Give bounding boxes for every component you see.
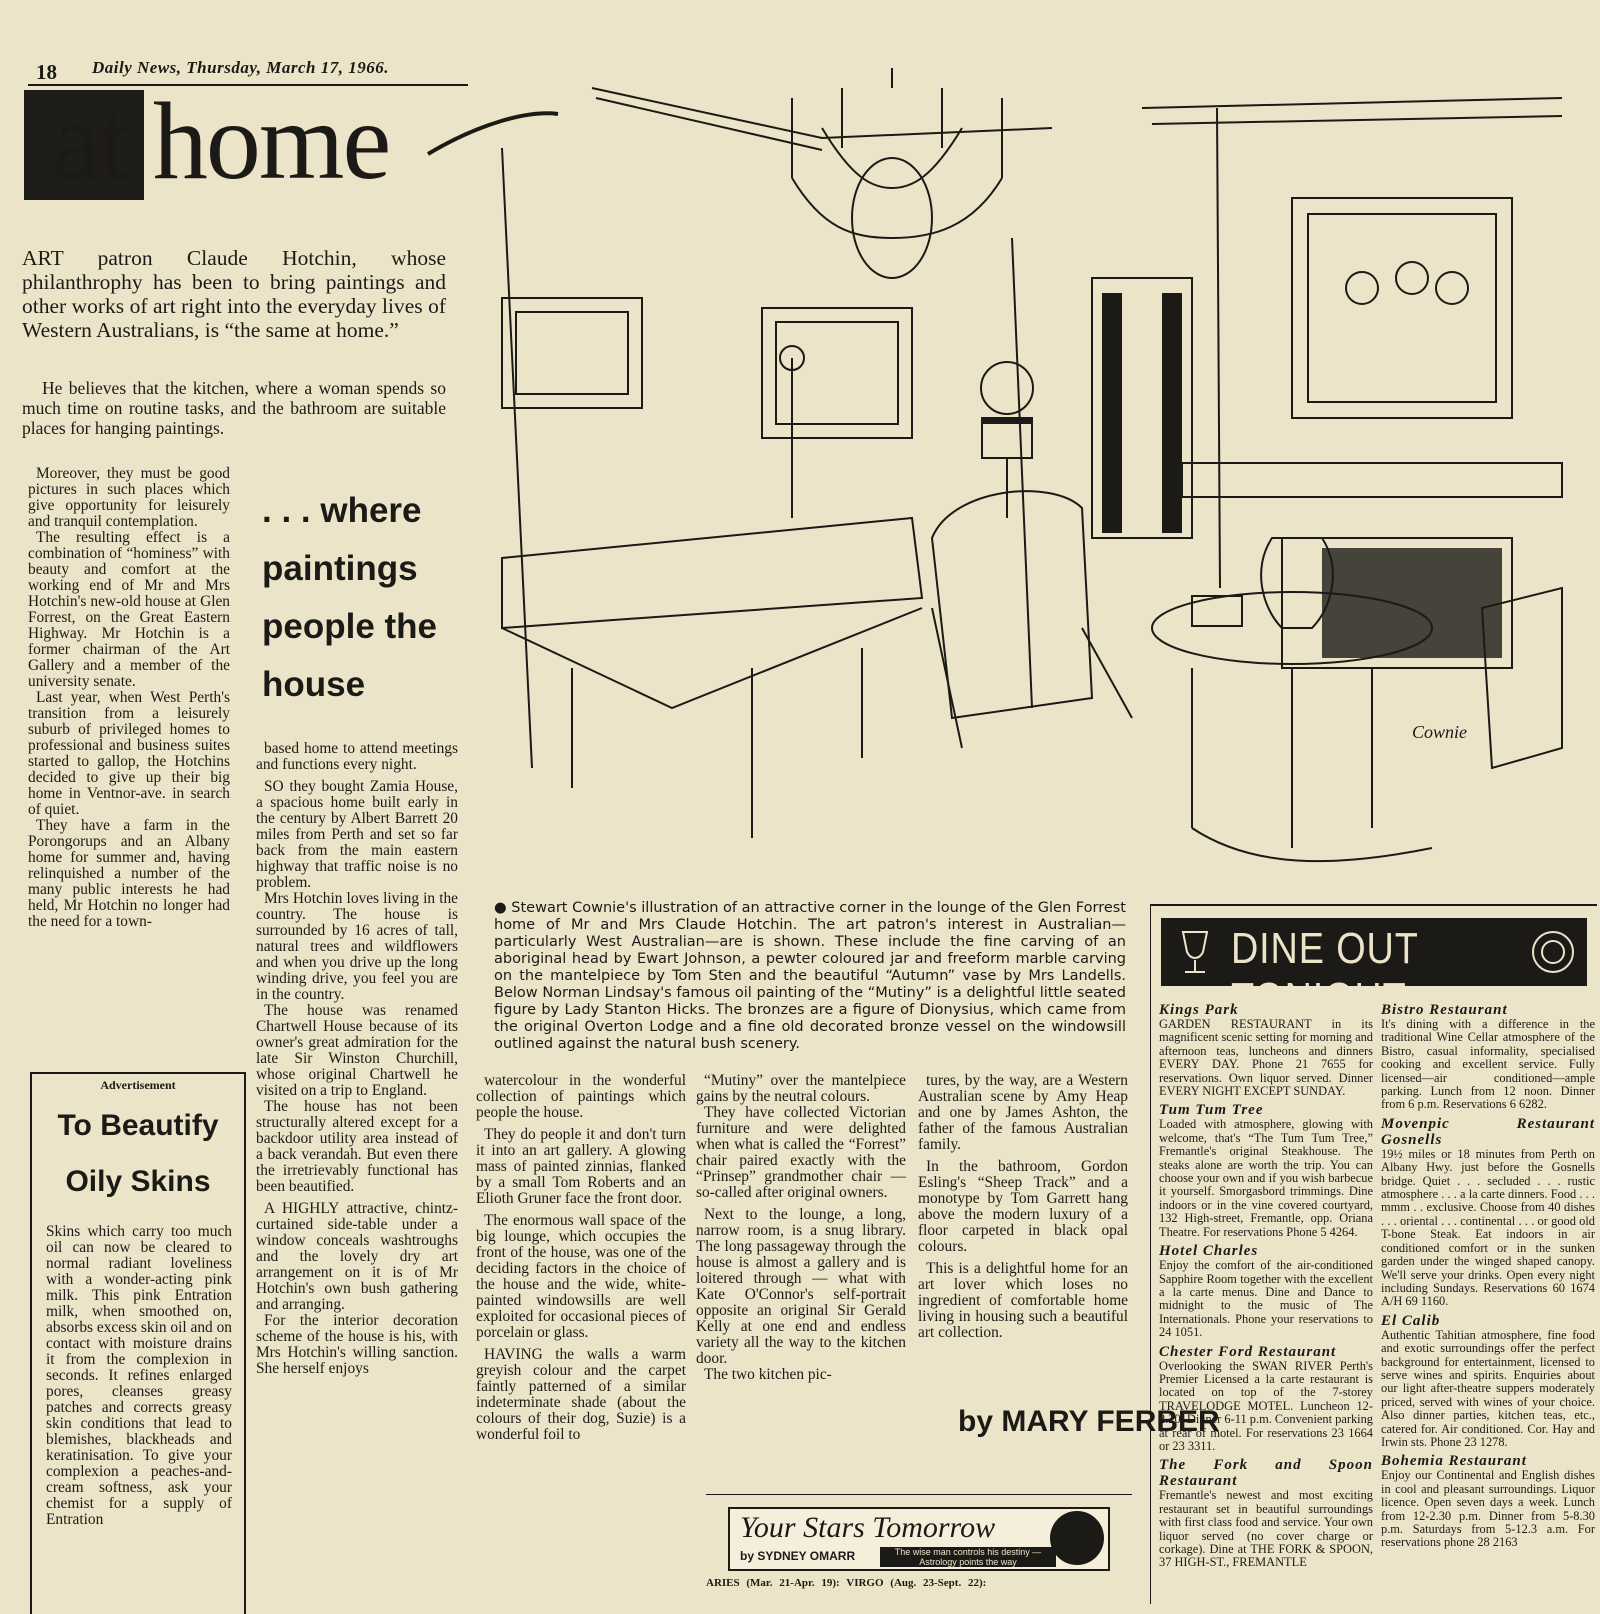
article-column-2 [256,741,458,1377]
paragraph: They do people it and don't turn it into an art gallery. A glowing mass of painted zinnias, flanked by a small Tom Roberts and an Elioth Gruner face the front door. [476,1126,686,1207]
dine-out-title: DINE OUT TONIGHT [1231,924,1418,1023]
restaurant-text: Overlooking the SWAN RIVER Perth's Premier Licensed a la carte restaurant is located on top of the 7-storey TRAVELODGE MOTEL. Luncheon 12-2.20. Dinner 6-11 p.m. Convenient parking at rear of motel. For reservations 23 1664 or 23 3311. [1159,1358,1373,1453]
article-column-1 [28,466,230,930]
article-column-3 [476,1073,686,1443]
restaurant-name: Bohemia Restaurant [1381,1453,1527,1470]
advertisement-body: Skins which carry too much oil can now be cleared to normal radiant loveliness with a wonder-acting pink milk. This pink Entration milk, when smoothed on, absorbs excess skin oil and on contact with moisture drains it from the complexion in seconds. It refines enlarged pores, cleanses greasy patches and corrects greasy skin conditions that lead to blemishes, blackheads and keratinisation. To give your complexion a peaches-and-cream softness, ask your chemist for a supply of Entration [46,1223,232,1528]
globe-icon [1050,1511,1104,1565]
restaurant-text: Loaded with atmosphere, glowing with welcome, that's “The Tum Tum Tree,” Fremantle's original Steakhouse. The steaks alone are worth the trip. You can choose your own and if you wish barbecue it yourself. Smorgasbord trimmings. Dine indoors or in the vine covered courtyard, 132 High-street, Fremantle, opp. Oriana Theatre. For reservations Phone 5 4264. [1159,1117,1373,1239]
restaurant-name: Kings Park [1159,1002,1239,1018]
horoscope-panel [706,1494,1132,1595]
paragraph: The house has not been structurally altered except for a backdoor utility area instead of a back verandah. But even there the irretrievably functional has been beautified. [256,1098,458,1195]
article-column-5 [918,1073,1128,1341]
paragraph: In the bathroom, Gordon Esling's “Sheep Track” and a monotype by Tom Garrett hang above the modern luxury of a floor carpeted in black opal colours. [918,1158,1128,1255]
restaurant-name: El Calib [1381,1312,1441,1329]
restaurant-text: Fremantle's newest and most exciting restaurant set in beautiful surroundings with first class food and service. Your own liquor served (no cover charge or corkage). Dine at THE FORK & SPOON, 37 HIGH-ST., FREMANTLE [1159,1488,1373,1570]
horoscope-author: by SYDNEY OMARR [740,1549,856,1563]
restaurant-text: Enjoy our Continental and English dishes in cool and pleasant surroundings. Liquor licence. Open seven days a week. Lunch from 12-2.30 p.m. Dinner from 5-8.30 p.m. Saturdays from 5-12.3 a.m. For reservations phone 28 2163 [1381,1468,1595,1550]
paragraph: tures, by the way, are a Western Australian scene by Amy Heap and one by James Ashton, the father of the famous Australian family. [918,1072,1128,1153]
paragraph: HAVING the walls a warm greyish colour and the carpet faintly patterned of a similar indeterminate shade (about the colours of their dog, Suzie) is a wonderful foil to [476,1346,686,1443]
paragraph: based home to attend meetings and functions every night. [256,740,458,773]
article-headline: . . . where paintings people the house [262,491,438,704]
paragraph: watercolour in the wonderful collection of paintings which people the house. [476,1072,686,1121]
paragraph: The two kitchen pic- [704,1366,832,1383]
restaurant-name: Tum Tum Tree [1159,1102,1264,1119]
paragraph: A HIGHLY attractive, chintz-curtained side-table under a window conceals washtroughs and the lovely dry art arrangement on it is of Mr Hotchin's own bush gathering and arranging. [256,1200,458,1313]
paragraph: The resulting effect is a combination of “hominess” with beauty and comfort at the working end of Mr and Mrs Hotchin's new-old house at Glen Forrest, on the Great Eastern Highway. Mr Hotchin is a former chairman of the Art Gallery and a member of the university senate. [28,529,230,690]
horoscope-tagline: The wise man controls his destiny — Astrology points the way [880,1547,1056,1567]
dateline: Daily News, Thursday, March 17, 1966. [92,58,389,77]
restaurant-text: It's dining with a difference in the traditional Wine Cellar atmosphere of the Bistro, casual informality, specialised cooking and excellent service. Fully licensed—air conditioned—ample parking. Lunch from 12 noon. Dinner from 6 p.m. Reservations 6 6282. [1381,1017,1595,1112]
dine-out-column-right [1381,998,1595,1550]
paragraph: Next to the lounge, a long, narrow room, is a snug library. The long passageway through the house is almost a gallery and is loitered through — what with Kate O'Connor's self-portrait opposite an original Sir Gerald Kelly at one end and endless variety all the way to the kitchen door. [696,1206,906,1367]
article-column-4 [696,1073,906,1383]
restaurant-text: Authentic Tahitian atmosphere, fine food and exotic surroundings offer the perfect background for entertainment, licensed to serve wines and spirits. Enquiries about our light after-theatre suppers moderately priced, served with wines of your choice. Also dinner parties, kitchen teas, etc., catered for. Air conditioned. Cor. Hay and Irwin sts. Phone 23 1278. [1381,1327,1595,1449]
advertisement-headline: To Beautify Oily Skins [57,1109,219,1198]
horoscope-signs: ARIES (Mar. 21-Apr. 19): VIRGO (Aug. 23-Sept. 22): [706,1577,987,1589]
paragraph: They have collected Victorian furniture and were delighted when what is called the “Forrest” chair paired exactly with the “Prinsep” grandmother chair — so-called after original owners. [696,1104,906,1201]
restaurant-name: The Fork and Spoon Restaurant [1159,1457,1373,1490]
restaurant-name: Bistro Restaurant [1381,1002,1508,1018]
restaurant-text: GARDEN RESTAURANT in its magnificent scenic setting for morning and afternoon teas, luncheons and dinners EVERY DAY. Phone 21 7655 for reservations. Own liquor served. Dinner EVERY NIGHT EXCEPT SUNDAY. [1159,1017,1373,1099]
paragraph: Moreover, they must be good pictures in such places which give opportunity for leisurely and tranquil contemplation. [28,465,230,530]
article-lede-2: He believes that the kitchen, where a woman spends so much time on routine tasks, and the bathroom are suitable places for hanging paintings. [22,378,446,438]
section-logo: at home [52,80,390,202]
restaurant-name: Chester Ford Restaurant [1159,1343,1337,1360]
illustration-signature: Cownie [1412,722,1468,742]
horoscope-banner [728,1507,1110,1571]
paragraph: For the interior decoration scheme of the house is his, with Mrs Hotchin's willing sanction. She herself enjoys [256,1312,458,1377]
paragraph: The enormous wall space of the big lounge, which occupies the front of the house, was one of the deciding factors in the choice of the house and the wide, white-painted windowsills are well exploited for occasional pieces of porcelain or glass. [476,1212,686,1341]
advertisement-label: Advertisement [100,1078,176,1092]
restaurant-text: 19½ miles or 18 minutes from Perth on Albany Hwy. just before the Gosnells bridge. Quiet . . . secluded . . . rustic atmosphere . . . a la carte dinners. Food . . . mmm . . exclusive. Choose from 40 dishes . . . oriental . . . continental . . . or good old T-bone Steak. Eat indoors in air conditioned comfort or in the sunken garden under the winged shaped canopy. We'll serve your drinks. Open every night including Sundays. Reservations 60 1674 A/H 69 1160. [1381,1146,1595,1309]
restaurant-name: Movenpic Restaurant Gosnells [1381,1115,1595,1148]
paragraph: “Mutiny” over the mantelpiece gains by the neutral colours. [696,1072,906,1105]
lounge-illustration [492,68,1566,890]
paragraph: They have a farm in the Porongorups and an Albany home for summer and, having relinquished a number of the many public interests he had held, Mr Hotchin no longer had the need for a town- [28,817,230,930]
restaurant-text: Enjoy the comfort of the air-conditioned Sapphire Room together with the excellent a la carte menus. Dine and Dance to midnight to the music of The Internationals. Phone your reservations to 24 1051. [1159,1258,1373,1340]
paragraph: Last year, when West Perth's transition from a leisurely suburb of privileged homes to professional and business suites started to gallop, the Hotchins decided to give up their big home in Ventnor-ave. in search of quiet. [28,689,230,818]
article-lede: ART patron Claude Hotchin, whose philanthrophy has been to bring paintings and other works of art right into the everyday lives of Western Australians, is “the same at home.” [22,246,446,342]
article-byline: by MARY FERBER [958,1405,1220,1438]
dine-out-panel [1150,904,1597,1604]
plate-icon [1527,926,1579,978]
advertisement [30,1072,246,1614]
wine-glass-icon [1169,926,1221,978]
paragraph: Mrs Hotchin loves living in the country. The house is surrounded by 16 acres of tall, natural trees and wildflowers and when you drive up the long winding drive, you feel you are in the country. [256,890,458,1003]
paragraph: This is a delightful home for an art lover which loses no ingredient of comfortable home living in housing such a beautiful art collection. [918,1260,1128,1341]
paragraph: The house was renamed Chartwell House because of its owner's great admiration for the late Sir Winston Churchill, whose original Chartwell he visited on a trip to England. [256,1002,458,1099]
horoscope-title: Your Stars Tomorrow [740,1511,996,1544]
restaurant-name: Hotel Charles [1159,1243,1259,1260]
dine-out-column-left [1159,998,1373,1570]
page-number: 18 [36,60,57,84]
paragraph: SO they bought Zamia House, a spacious home built early in the century by Albert Barrett 20 miles from Perth and set so far back from the main eastern highway that traffic noise is no problem. [256,778,458,891]
illustration-caption: ● Stewart Cownie's illustration of an attractive corner in the lounge of the Glen Forrest home of Mr and Mrs Claude Hotchin. The art patron's interest in Australian—particularly West Australian—are is shown. These include the fine carving of an aboriginal head by Ewart Johnson, a pewter coloured jar and freeform marble carving on the mantelpiece by Tom Sten and the beautiful “Autumn” vase by Mrs Landells. Below Norman Lindsay's famous oil painting of the “Mutiny” is a delightful little seated figure by Lady Stanton Hicks. The bronzes are a figure of Dionysius, which came from the original Overton Lodge and a fine old decorated bronze vessel on the windowsill outlined against the natural bush scenery. [494,900,1126,1052]
